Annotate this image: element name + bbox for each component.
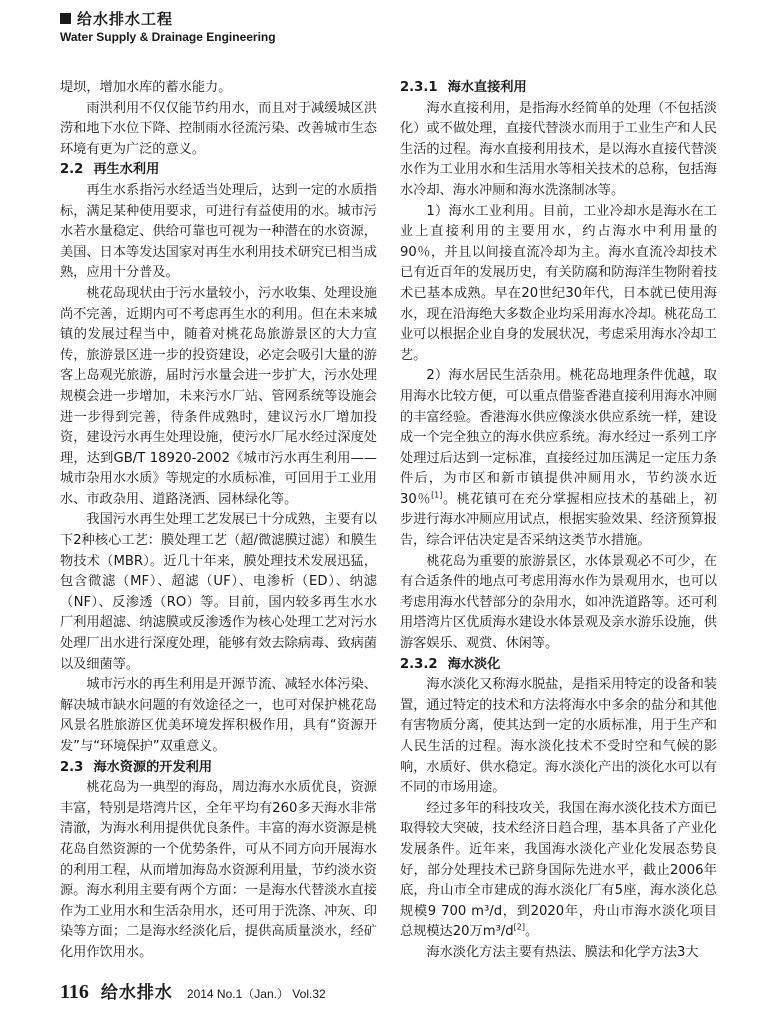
paragraph-text: 经过多年的科技攻关，我国在海水淡化技术方面已取得较大突破，技术经济日趋合理，基本具备了产业化发展条件。近年来，我国海水淡化产业化发展态势良好，部分处理技术已跻身国际先进水平，截止2006年底，舟山市全市建成的海水淡化厂有5座，海水淡化总规模9 700 m³/d，到2020年，舟山市海水淡化项目总规模达20万m³/d bbox=[400, 800, 717, 940]
journal-title-zh-text: 给水排水工程 bbox=[77, 10, 174, 28]
section-heading-2-3-2 bbox=[400, 655, 717, 676]
paragraph: 桃花岛为重要的旅游景区，水体景观必不可少，在有合适条件的地点可考虑用海水作为景观用水，也可以考虑用海水代替部分的杂用水，如冲洗道路等。还可利用塔湾片区优质海水建设水体景观及亲水游乐设施，供游客娱乐、观赏、休闲等。 bbox=[400, 553, 717, 652]
section-title: 海水直接利用 bbox=[447, 80, 527, 95]
journal-header bbox=[60, 8, 276, 44]
paragraph: 再生水系指污水经适当处理后，达到一定的水质指标，满足某种使用要求，可进行有益使用的水。城市污水若水量稳定、供给可靠也可视为一种潜在的水资源，美国、日本等发达国家对再生水利用技术研究已相当成熟，应用十分普及。 bbox=[60, 182, 377, 281]
section-number: 2.3.1 bbox=[400, 80, 438, 95]
paragraph: 海水淡化方法主要有热法、膜法和化学方法3大 bbox=[426, 944, 699, 960]
journal-logo-text: 给水排水 bbox=[100, 983, 173, 1003]
issue-info: 2014 No.1（Jan.） Vol.32 bbox=[186, 987, 326, 1001]
square-bullet-icon bbox=[60, 13, 71, 24]
paragraph: 桃花岛现状由于污水量较小，污水收集、处理设施尚不完善，近期内可不考虑再生水的利用。但在未来城镇的发展过程当中，随着对桃花岛旅游景区的大力宣传，旅游景区进一步的投资建设，必定会吸引大量的游客上岛观光旅游，届时污水量会进一步扩大，污水处理规模会进一步增加，未来污水厂站、管网系统等设施会进一步得到完善，待条件成熟时，建议污水厂增加投资，建设污水再生处理设施，使污水厂尾水经过深度处理，达到GB/T 18920-2002《城市污水再生利用——城市杂用水水质》等规定的水质标准，可回用于工业用水、市政杂用、道路浇洒、园林绿化等。 bbox=[60, 285, 377, 507]
section-title: 海水资源的开发利用 bbox=[93, 759, 213, 775]
paragraph-text: 2）海水居民生活杂用。桃花岛地理条件优越，取用海水比较方便，可以重点借鉴香港直接利用海水冲厕的丰富经验。香港海水供应像淡水供应系统一样，建设成一个完全独立的海水供应系统。海水经过一系列工序处理过后达到一定标准，直接经过加压满足一定压力条件后，为市区和新市镇提供冲厕用水，节约淡水近30％ bbox=[400, 368, 717, 507]
paragraph: 我国污水再生处理工艺发展已十分成熟，主要有以下2种核心工艺：膜处理工艺（超/微滤膜过滤）和膜生物技术（MBR）。近几十年来，膜处理技术发展迅猛，包含微滤（MF）、超滤（UF）、电渗析（ED）、纳滤（NF）、反渗透（RO）等。目前，国内较多再生水水厂利用超滤、纳滤膜或反渗透作为核心处理工艺对污水处理厂出水进行深度处理，能够有效去除病毒、致病菌以及细菌等。 bbox=[60, 512, 377, 672]
paragraph: 海水直接利用，是指海水经简单的处理（不包括淡化）或不做处理，直接代替淡水而用于工业生产和人民生活的过程。海水直接利用技术，是以海水直接代替淡水作为工业用水和生活用水等相关技术的总称，包括海水冷却、海水冲厕和海水洗涤制冰等。 bbox=[400, 100, 717, 198]
right-column bbox=[400, 78, 717, 964]
journal-title-en: Water Supply & Drainage Engineering bbox=[60, 30, 276, 44]
citation-ref: [1] bbox=[431, 490, 443, 500]
section-number: 2.2 bbox=[60, 162, 84, 178]
paragraph: 城市污水的再生利用是开源节流、减轻水体污染、解决城市缺水问题的有效途径之一，也可对保护桃花岛风景名胜旅游区优美环境发挥积极作用，具有“资源开发”与“环境保护”双重意义。 bbox=[60, 677, 377, 754]
page-number: 116 bbox=[60, 981, 89, 1003]
section-title: 再生水利用 bbox=[93, 162, 160, 178]
journal-title-zh bbox=[60, 8, 276, 29]
section-heading-2-3-1 bbox=[400, 78, 717, 99]
paragraph bbox=[400, 799, 717, 943]
paragraph: 雨洪利用不仅仅能节约用水，而且对于减缓城区洪涝和地下水位下降、控制雨水径流污染、改善城市生态环境有更为广泛的意义。 bbox=[60, 100, 377, 157]
paragraph-text: 。桃花镇可在充分掌握相应技术的基础上，初步进行海水冲厕应用试点，根据实验效果、经济预算报告，综合评估决定是否采纳这类节水措施。 bbox=[400, 491, 718, 549]
paragraph: 桃花岛为一典型的海岛，周边海水水质优良，资源丰富，特别是塔湾片区，全年平均有260多天海水非常清澈，为海水利用提供优良条件。丰富的海水资源是桃花岛自然资源的一个优势条件，可从不同方向开展海水的利用工程，从而增加海岛水资源利用量，节约淡水资源。海水利用主要有两个方面：一是海水代替淡水直接作为工业用水和生活杂用水，还可用于洗涤、冲灰、印染等方面；二是海水经淡化后，提供高质量淡水，经矿化用作饮用水。 bbox=[60, 780, 377, 960]
paragraph: 堤坝，增加水库的蓄水能力。 bbox=[60, 80, 232, 95]
paragraph: 1）海水工业利用。目前，工业冷却水是海水在工业上直接利用的主要用水，约占海水中利用量的90％，并且以间接直流冷却为主。海水直流冷却技术已有近百年的发展历史，有关防腐和防海洋生物附着技术已基本成熟。早在20世纪30年代，日本就已使用海水，现在沿海绝大多数企业均采用海水冷却。桃花岛工业可以根据企业自身的发展状况，考虑采用海水冷却工艺。 bbox=[400, 203, 717, 363]
paragraph: 海水淡化又称海水脱盐，是指采用特定的设备和装置，通过特定的技术和方法将海水中多余的盐分和其他有害物质分离，使其达到一定的水质标准，用于生产和人民生活的过程。海水淡化技术不受时空和气候的影响，水质好、供水稳定。海水淡化产出的淡化水可以有不同的市场用途。 bbox=[400, 677, 717, 796]
paragraph bbox=[400, 366, 717, 551]
section-heading-2-2 bbox=[60, 160, 377, 181]
section-number: 2.3.2 bbox=[400, 656, 438, 672]
page-footer bbox=[60, 978, 326, 1004]
paragraph-text: 。 bbox=[525, 924, 539, 940]
section-number: 2.3 bbox=[60, 759, 84, 775]
section-title: 海水淡化 bbox=[447, 656, 501, 672]
citation-ref: [2] bbox=[513, 922, 526, 932]
section-heading-2-3 bbox=[60, 758, 377, 779]
left-column bbox=[60, 78, 377, 964]
